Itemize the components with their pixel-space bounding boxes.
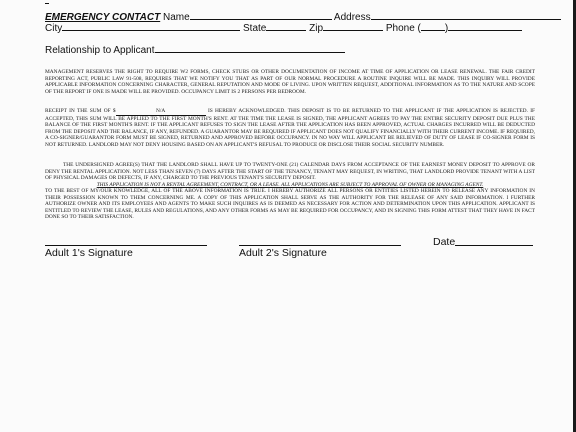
name-label: Name (162, 12, 190, 23)
adult-1-signature-line[interactable] (45, 244, 207, 246)
adult-2-signature-line[interactable] (239, 244, 401, 246)
address-field[interactable] (371, 10, 561, 20)
not-a-lease-notice: THIS APPLICATION IS NOT A RENTAL AGREEMENT, CONTRACT, OR A LEASE. ALL APPLICATIONS ARE SUBJECT TO APPROVAL OF OWNER OR MANAGING AGENT. (96, 181, 484, 188)
phone-number-field[interactable] (448, 21, 522, 31)
adult-2-signature-label: Adult 2's Signature (239, 247, 327, 259)
paragraph-text: THE UNDERSIGNED AGREE(S) THAT THE LANDLORD SHALL HAVE UP TO TWENTY-ONE (21) CALENDAR DAYS FROM ACCEPTANCE OF THE EARNEST MONEY DEPOSIT TO APPROVE OR DENY THE RENTAL APPLICATION. NOT LESS THAN SEVEN (7) DAYS AFTER THE START OF THE TENANCY, TENANT MAY REQUEST, IN WRITING, THAT LANDLORD PROVIDE TENANT WITH A LIST OF PHYSICAL DAMAGES OR DEFECTS, IF ANY, CHARGED TO THE PREVIOUS TENANT'S SECURITY DEPOSIT. (45, 162, 535, 181)
relationship-field[interactable] (155, 43, 345, 53)
deposit-receipt-paragraph (45, 108, 535, 148)
zip-field[interactable] (323, 21, 383, 31)
receipt-body: IS HEREBY ACKNOWLEDGED. THIS DEPOSIT IS TO BE RETURNED TO THE APPLICANT IF THE APPLICATION IS REJECTED. IF ACCEPTED, THIS SUM WILL BE APPLIED TO THE FIRST MONTH'S RENT. AT THE TIME THE LEASE IS SIGNED, THE APPLICANT AGREES TO PAY THE ENTIRE SECURITY DEPOSIT DUE PLUS THE BALANCE OF THE FIRST MONTH'S RENT. IF THE APPLICANT REFUSES TO SIGN THE LEASE AFTER THE APPLICATION HAS BEEN APPROVED, ACTUAL CHARGES INCURRED WILL BE DEDUCTED FROM THE DEPOSIT AND THE BALANCE, IF ANY, REFUNDED. A GUARANTOR MAY BE REQUIRED IF APPLICANT DOES NOT QUALIFY FINANCIALLY WITH THEIR CURRENT INCOME. IF REQUIRED, A CO-SIGNER/GUARANTOR FORM MUST BE SIGNED, RETURNED AND APPROVED BEFORE OCCUPANCY. IN NO WAY WILL APPLICANT BE RELIEVED OF DUTY OF LEASE IF CO-SIGNER FORM IS NOT RETURNED. LANDLORD MAY NOT DENY HOUSING BASED ON AN APPLICANT'S REFUSAL TO PRODUCE OR DISCLOSE THEIR SOCIAL SECURITY NUMBER. (45, 108, 536, 148)
city-label: City (45, 23, 63, 34)
deposit-paragraph-text (45, 108, 535, 148)
relationship-row (45, 43, 345, 56)
receipt-prefix: RECEIPT IN THE SUM OF $ (45, 108, 116, 114)
emergency-contact-heading: EMERGENCY CONTACT (45, 12, 161, 23)
phone-area-open: ( (417, 23, 421, 34)
state-field[interactable] (266, 21, 306, 31)
phone-area-field[interactable] (421, 21, 445, 31)
paragraph-text: MANAGEMENT RESERVES THE RIGHT TO REQUIRE W2 FORMS, CHECK STUBS OR OTHER DOCUMENTATION OF INCOME AT TIME OF APPLICATION OR LEASE RENEWAL. THE FAIR CREDIT REPORTING ACT, PUBLIC LAW 91-508, REQUIRES THAT WE NOTIFY YOU THAT AS PART OF OUR NORMAL PROCEDURE A ROUTINE INQUIRE WILL BE MADE. THIS INQUIRY WILL PROVIDE APPLICABLE INFORMATION CONCERNING CHARACTER, GENERAL REPUTATION AND MODE OF LIVING. UPON WRITTEN REQUEST, ADDITIONAL INFORMATION AS TO THE NATURE AND SCOPE OF THE REPORT IF ONE IS MADE WILL BE PROVIDED. OCCUPANCY LIMIT IS 2 PERSONS PER BEDROOM. (45, 69, 535, 95)
state-label: State (243, 23, 267, 34)
date-line[interactable] (455, 244, 533, 246)
zip-label: Zip (309, 23, 324, 34)
approval-period-paragraph (45, 162, 535, 221)
city-field[interactable] (62, 21, 240, 31)
phone-label: Phone (385, 23, 415, 34)
top-mark (45, 3, 49, 4)
adult-1-signature-label: Adult 1's Signature (45, 247, 133, 259)
address-label: Address (333, 12, 371, 23)
authorization-text: TO THE BEST OF MY/OUR KNOWLEDGE, ALL OF THE ABOVE INFORMATION IS TRUE. I HEREBY AUTHORIZE ALL PERSONS OR ENTITIES LISTED HEREIN TO RELEASE ANY INFORMATION IN THEIR POSSESSION KNOWN TO THEM CONCERNING ME. A COPY OF THIS APPLICATION SHALL SERVE AS THE AUTHORITY FOR THE RELEASE OF ANY SAID INFORMATION. I FURTHER AUTHORIZE OWNER AND ITS EMPLOYEES AND AGENTS TO MAKE SUCH INQUIRES AS IS DEEMED AS NECESSARY FOR ACTION AND DETERMINATION UPON THIS APPLICATION. APPLICANT IS ENTITLED TO REVIEW THE LEASE, RULES AND REGULATIONS, AND ANY OTHER FORMS AS MAY BE REQUIRED FOR OCCUPANCY, AND IN SIGNING THIS FORM ATTEST THAT THEY HAVE IN FACT DONE SO TO THEIR SATISFACTION. (45, 188, 535, 220)
city-state-zip-row (45, 21, 522, 34)
relationship-label: Relationship to Applicant (45, 45, 155, 56)
deposit-amount: N/A (116, 108, 206, 116)
phone-area-close: ) (444, 23, 449, 34)
income-documentation-paragraph (45, 69, 535, 95)
name-field[interactable] (190, 10, 332, 20)
date-label: Date (433, 236, 456, 248)
